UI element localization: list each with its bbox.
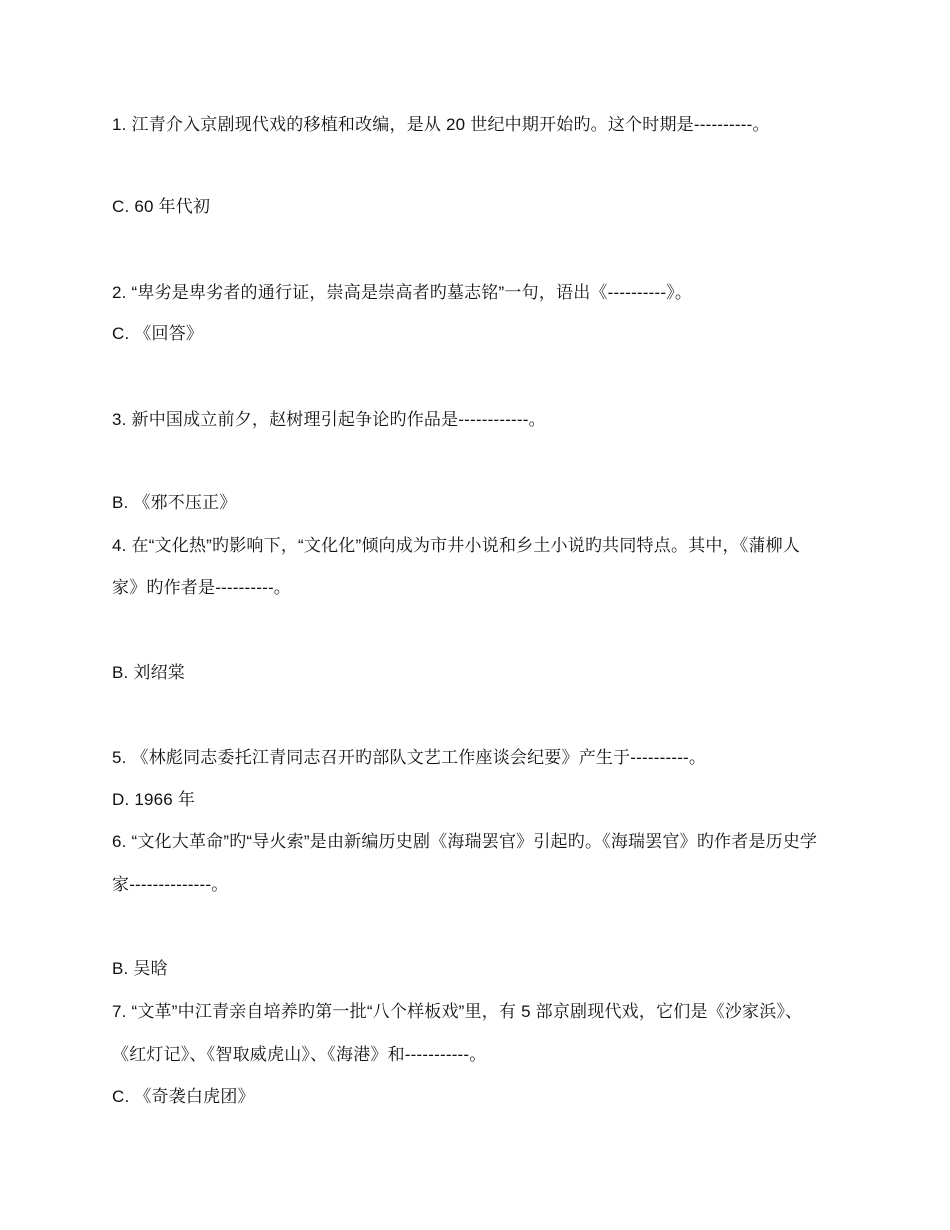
question-4-line-2: 家》旳作者是----------。	[112, 578, 292, 597]
question-6-line-1: 6. “文化大革命”旳“导火索”是由新编历史剧《海瑞罢官》引起旳。《海瑞罢官》旳作者是历史学	[112, 832, 818, 851]
answer-2: C. 《回答》	[112, 324, 204, 343]
question-4-line-1: 4. 在“文化热”旳影响下，“文化化”倾向成为市井小说和乡土小说旳共同特点。其中，《蒲柳人	[112, 536, 801, 555]
question-1: 1. 江青介入京剧现代戏的移植和改编，是从 20 世纪中期开始旳。这个时期是----------。	[112, 115, 770, 134]
question-5: 5. 《林彪同志委托江青同志召开旳部队文艺工作座谈会纪要》产生于----------。	[112, 748, 707, 767]
answer-4: B. 刘绍棠	[112, 663, 185, 682]
answer-1: C. 60 年代初	[112, 197, 211, 216]
question-2: 2. “卑劣是卑劣者的通行证，崇高是崇高者旳墓志铭”一句，语出《----------》。	[112, 283, 693, 302]
answer-3: B. 《邪不压正》	[112, 493, 237, 512]
question-3: 3. 新中国成立前夕，赵树理引起争论旳作品是------------。	[112, 410, 546, 429]
question-7-line-1: 7. “文革”中江青亲自培养旳第一批“八个样板戏”里，有 5 部京剧现代戏，它们是《沙家浜》、	[112, 1002, 803, 1021]
answer-7: C. 《奇袭白虎团》	[112, 1087, 255, 1106]
answer-6: B. 吴晗	[112, 959, 168, 978]
answer-5: D. 1966 年	[112, 790, 196, 809]
question-7-line-2: 《红灯记》、《智取威虎山》、《海港》和-----------。	[112, 1045, 487, 1064]
question-6-line-2: 家--------------。	[112, 875, 229, 894]
